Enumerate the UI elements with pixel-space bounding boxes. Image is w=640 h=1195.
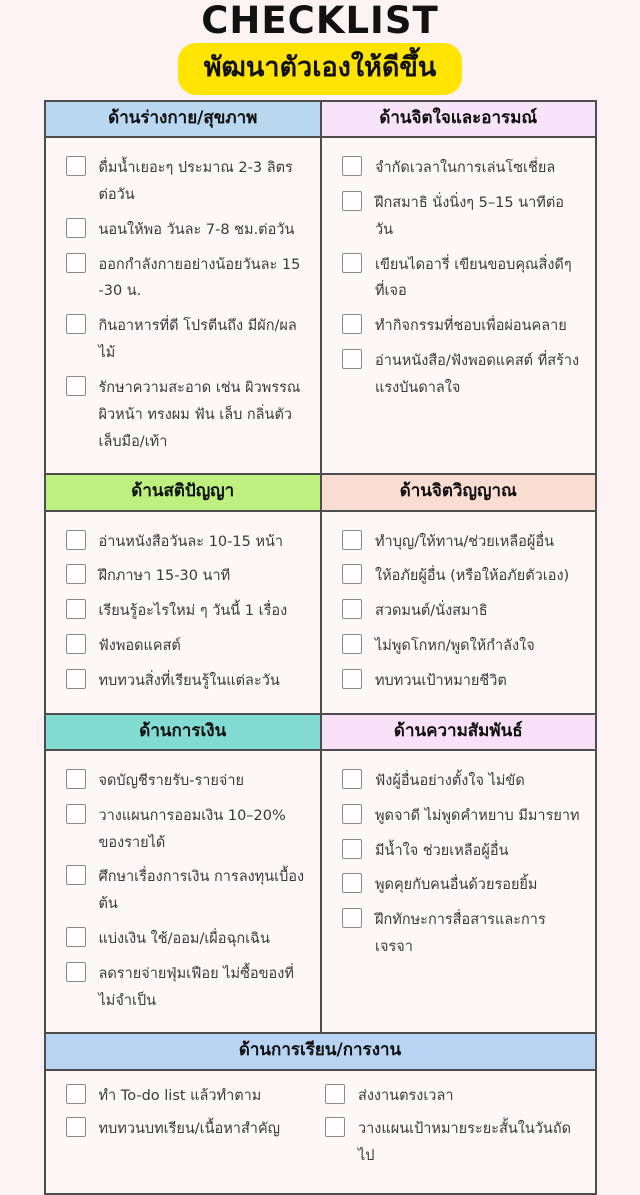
checkbox[interactable] [342,908,362,928]
checkbox[interactable] [66,865,86,885]
checklist-item [342,668,585,695]
section-body-relationship [322,751,595,979]
section-header-intellect: ด้านสติปัญญา [46,475,321,511]
checklist-item [66,668,311,695]
checkbox[interactable] [66,599,86,619]
section-financial [46,715,321,1033]
checklist-item [66,926,311,953]
checklist-item [325,1083,585,1110]
checklist-item-label: ไม่พูดโกหก/พูดให้กำลังใจ [375,638,535,654]
checklist-item [325,1116,585,1170]
checklist-item [66,803,311,857]
checklist-item-label: สวดมนต์/นั่งสมาธิ [375,603,488,620]
section-spiritual [320,475,595,712]
checklist-item-label: กินอาหารที่ดี โปรตีนถึง มีผัก/ผลไม้ [98,318,297,362]
checklist-item [342,768,585,795]
checkbox[interactable] [66,769,86,789]
checklist-item-label: ฝึกสมาธิ นั่งนิ่งๆ 5–15 นาทีต่อวัน [375,195,564,238]
checklist-item [342,633,585,660]
checklist-item [66,864,311,918]
checklist-item [342,838,585,865]
checklist-item-label: ให้อภัยผู้อื่น (หรือให้อภัยตัวเอง) [375,568,570,585]
checklist-item-label: อ่านหนังสือ/ฟังพอดแคสต์ ที่สร้าง แรงบันดาลใจ [375,353,580,396]
section-header-study-work: ด้านการเรียน/การงาน [46,1034,595,1070]
checkbox[interactable] [66,530,86,550]
checkbox[interactable] [66,1084,86,1104]
checkbox[interactable] [66,253,86,273]
checklist-item-label: เขียนไดอารี่ เขียนขอบคุณสิ่งดีๆที่เจอ [375,256,572,300]
checkbox[interactable] [342,669,362,689]
checkbox[interactable] [66,564,86,584]
checklist-item [342,907,585,961]
checklist-item-label: ทำบุญ/ให้ทาน/ช่วยเหลือผู้อื่น [375,533,554,550]
checklist-item [66,563,311,590]
checkbox[interactable] [342,804,362,824]
section-header-physical-health: ด้านร่างกาย/สุขภาพ [46,102,321,138]
checkbox[interactable] [66,804,86,824]
section-physical-health [46,102,321,473]
section-body-physical-health [46,138,321,473]
checkbox[interactable] [342,314,362,334]
checkbox[interactable] [66,376,86,396]
page-subtitle-highlight: พัฒนาตัวเองให้ดีขึ้น [178,43,463,95]
section-intellect [46,475,321,712]
page-title: CHECKLIST [201,0,439,42]
checkbox[interactable] [342,156,362,176]
checklist-item-label: ฟังผู้อื่นอย่างตั้งใจ ไม่ขัด [375,772,525,789]
checklist-item-label: ส่งงานตรงเวลา [358,1087,454,1104]
section-header-mind-emotion: ด้านจิตใจและอารมณ์ [322,102,595,138]
section-header-relationship: ด้านความสัมพันธ์ [322,715,595,751]
checklist-item-label: ฟังพอดแคสต์ [98,638,181,654]
checklist-item-label: วางแผนเป้าหมายระยะสั้นในวันถัดไป [358,1121,572,1165]
section-relationship [320,715,595,1033]
checklist-item-label: ทบทวนสิ่งที่เรียนรู้ในแต่ละวัน [98,672,280,689]
checklist-item-label: ทบทวนบทเรียน/เนื้อหาสำคัญ [98,1121,280,1138]
checkbox[interactable] [66,669,86,689]
checklist-item [66,252,311,306]
checklist-item-label: จำกัดเวลาในการเล่นโซเชี่ยล [375,160,556,177]
checkbox[interactable] [342,253,362,273]
checklist-item-label: เรียนรู้อะไรใหม่ ๆ วันนี้ 1 เรื่อง [98,603,288,620]
checklist-item-label: วางแผนการออมเงิน 10–20% ของรายได้ [98,807,286,851]
checklist-item-label: แบ่งเงิน ใช้/ออม/เผื่อฉุกเฉิน [98,930,270,947]
checklist-item [66,1083,326,1110]
checklist-item [342,529,585,556]
checklist-item-label: ออกกำลังกายอย่างน้อยวันละ 15 -30 น. [98,256,301,300]
checkbox[interactable] [66,156,86,176]
checklist-item-label: อ่านหนังสือวันละ 10-15 หน้า [98,533,284,550]
checklist-item [66,375,311,455]
checkbox[interactable] [342,873,362,893]
section-mind-emotion [320,102,595,473]
checklist-item-label: ฝึกทักษะการสื่อสารและการเจรจา [375,912,546,955]
checklist-item [342,190,585,244]
study-work-right-column [325,1083,585,1177]
checkbox[interactable] [342,769,362,789]
checklist-item-label: พูดจาดี ไม่พูดคำหยาบ มีมารยาท [375,807,580,824]
checklist-item-label: ฝึกภาษา 15-30 นาที [98,568,231,585]
section-header-spiritual: ด้านจิตวิญญาณ [322,475,595,511]
checklist-item [342,563,585,590]
checklist-item [66,217,311,244]
checklist-item [342,348,585,402]
checklist-item-label: นอนให้พอ วันละ 7-8 ชม.ต่อวัน [98,221,295,238]
checklist-item [66,598,311,625]
checklist-item [342,803,585,830]
checklist-item-label: ทบทวนเป้าหมายชีวิต [375,672,507,689]
checkbox[interactable] [342,839,362,859]
checkbox[interactable] [66,962,86,982]
checklist-item-label: มีน้ำใจ ช่วยเหลือผู้อื่น [375,842,509,859]
checklist-item [342,313,585,340]
section-body-spiritual [322,512,595,713]
board-row-2 [46,473,595,712]
checklist-item [66,529,311,556]
checklist-item [342,598,585,625]
section-body-financial [46,751,321,1033]
study-work-left-column [66,1083,326,1177]
section-study-work [46,1034,595,1193]
section-header-financial: ด้านการเงิน [46,715,321,751]
checklist-item [342,872,585,899]
section-body-mind-emotion [322,138,595,420]
checkbox[interactable] [66,218,86,238]
section-body-intellect [46,512,321,713]
board-row-3 [46,713,595,1033]
checklist-item-label: ดื่มน้ำเยอะๆ ประมาณ 2-3 ลิตรต่อวัน [98,160,293,203]
checkbox[interactable] [342,564,362,584]
board-row-1 [46,102,595,473]
checkbox[interactable] [342,634,362,654]
checklist-item-label: พูดคุยกับคนอื่นด้วยรอยยิ้ม [375,877,538,894]
checklist-item [66,768,311,795]
checkbox[interactable] [342,349,362,369]
checklist-item-label: ทำกิจกรรมที่ชอบเพื่อผ่อนคลาย [375,318,567,335]
checklist-item [342,155,585,182]
checklist-item [66,155,311,209]
checkbox[interactable] [342,599,362,619]
checkbox[interactable] [325,1084,345,1104]
checkbox[interactable] [66,314,86,334]
checklist-item [66,313,311,367]
checklist-item [342,252,585,306]
checkbox[interactable] [66,927,86,947]
checklist-item-label: จดบัญชีรายรับ-รายจ่าย [98,772,245,789]
checklist-item [66,1116,326,1143]
checkbox[interactable] [342,191,362,211]
checkbox[interactable] [66,1117,86,1137]
board-row-4 [46,1032,595,1193]
checkbox[interactable] [325,1117,345,1137]
checklist-item-label: ลดรายจ่ายฟุ่มเฟือย ไม่ซื้อของที่ไม่จำเป็น [98,965,294,1009]
checklist-item-label: ทำ To-do list แล้วทำตาม [98,1087,262,1104]
checklist-board [44,100,597,1195]
subtitle-container [0,43,640,95]
checklist-item-label: รักษาความสะอาด เช่น ผิวพรรณ ผิวหน้า ทรงผม ฟัน เล็บ กลิ่นตัว เล็บมือ/เท้า [98,379,301,450]
checkbox[interactable] [342,530,362,550]
checkbox[interactable] [66,634,86,654]
section-body-study-work [46,1071,595,1193]
checklist-item [66,961,311,1015]
checklist-item [66,633,311,660]
checklist-item-label: ศึกษาเรื่องการเงิน การลงทุนเบื้องต้น [98,869,305,913]
